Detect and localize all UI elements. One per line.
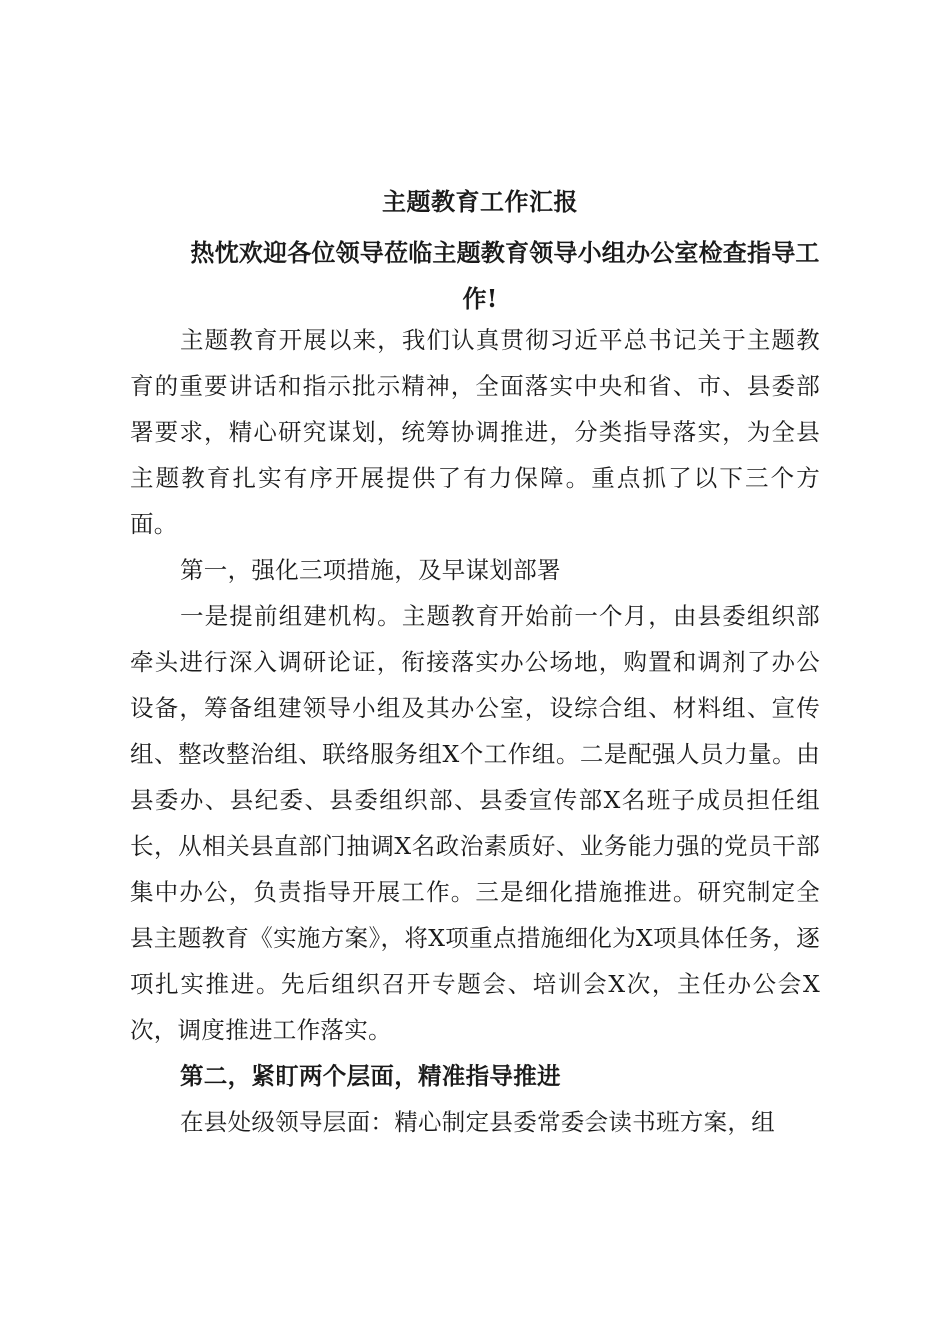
document-subtitle: 热忱欢迎各位领导莅临主题教育领导小组办公室检查指导工作! [190, 238, 820, 313]
section-heading-2: 第二，紧盯两个层面，精准指导推进 [180, 1062, 561, 1090]
document-body [130, 317, 820, 1145]
intro-paragraph: 主题教育开展以来，我们认真贯彻习近平总书记关于主题教育的重要讲话和指示批示精神，全面落实中央和省、市、县委部署要求，精心研究谋划，统筹协调推进，分类指导落实，为全县主题教育扎实有序开展提供了有力保障。重点抓了以下三个方面。 [130, 326, 820, 538]
document-title: 主题教育工作汇报 [382, 187, 578, 216]
section-2-paragraph: 在县处级领导层面：精心制定县委常委会读书班方案，组 [180, 1108, 775, 1136]
section-heading-1: 第一，强化三项措施，及早谋划部署 [180, 556, 561, 584]
section-1-paragraph: 一是提前组建机构。主题教育开始前一个月，由县委组织部牵头进行深入调研论证，衔接落实办公场地，购置和调剂了办公设备，筹备组建领导小组及其办公室，设综合组、材料组、宣传组、整改整治组、联络服务组X个工作组。二是配强人员力量。由县委办、县纪委、县委组织部、县委宣传部X名班子成员担任组长，从相关县直部门抽调X名政治素质好、业务能力强的党员干部集中办公，负责指导开展工作。三是细化措施推进。研究制定全县主题教育《实施方案》，将X项重点措施细化为X项具体任务，逐项扎实推进。先后组织召开专题会、培训会X次，主任办公会X次，调度推进工作落实。 [130, 602, 820, 1044]
